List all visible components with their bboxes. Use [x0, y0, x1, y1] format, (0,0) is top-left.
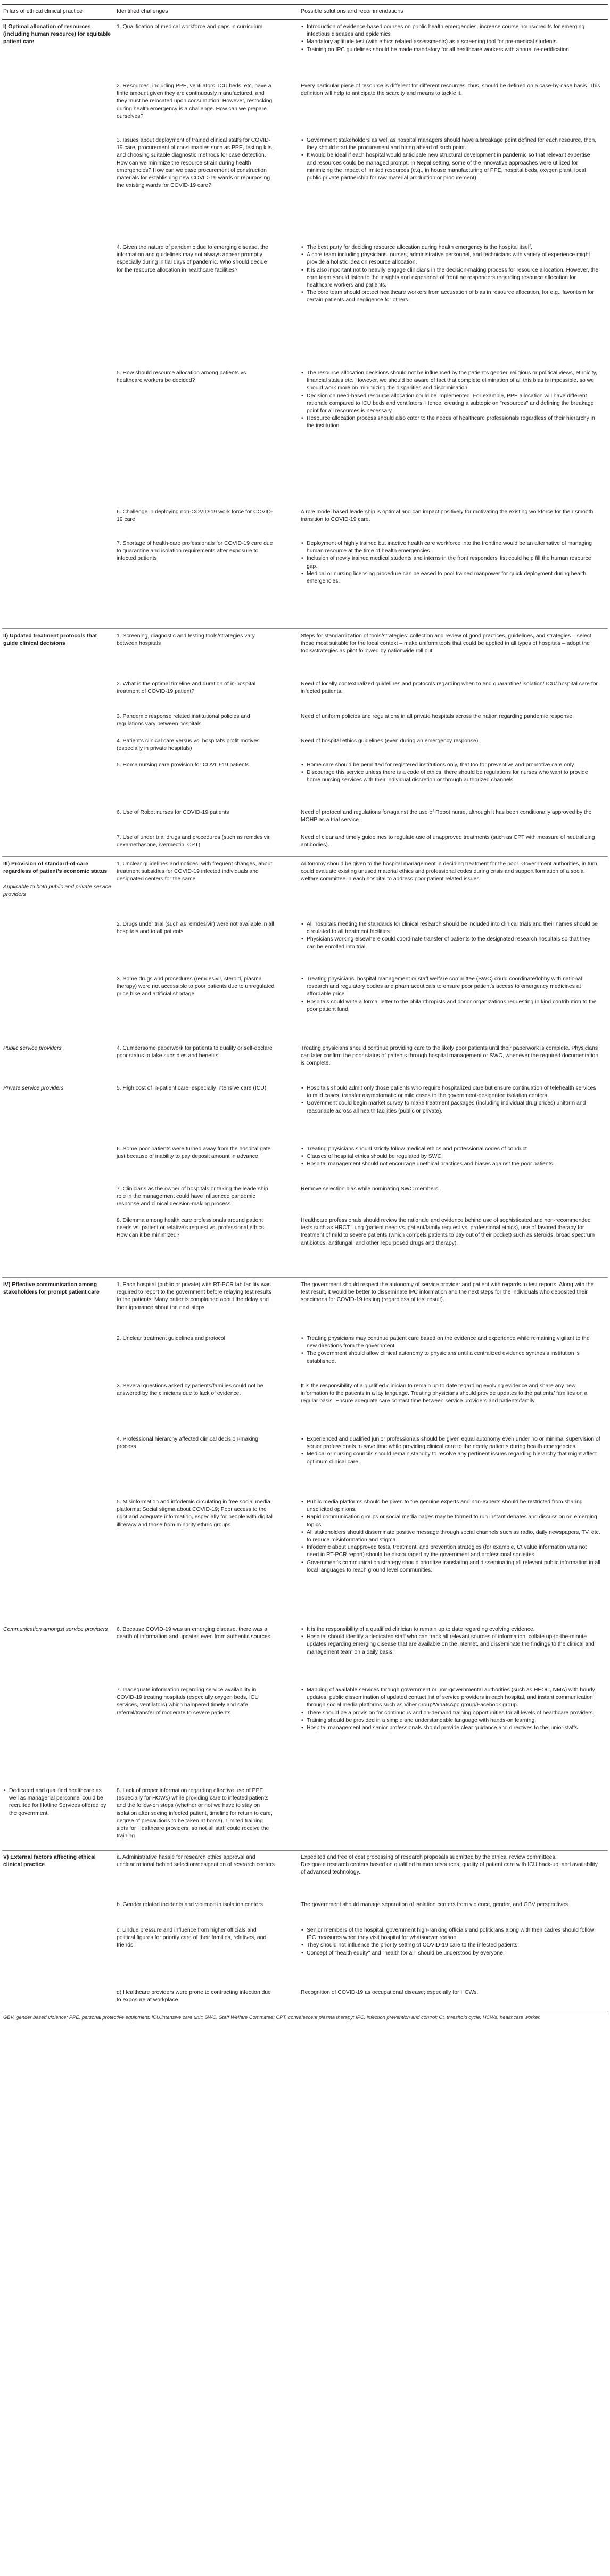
solution-item: • Treating physicians, hospital management or staff welfare committee (SWC) could coordinate/lobby with national research and regulatory bodies and pharmaceuticals to ensure poor patient's access to emergency medicines at affordable price. — [301, 976, 600, 999]
solution-item: • Training on IPC guidelines should be made mandatory for all healthcare workers with annual re-certification. — [301, 46, 600, 54]
solution-item: • Hospitals could write a formal letter to the philanthropists and donor organizations requesting in kind contribution to the poor patient fund. — [301, 999, 600, 1013]
solution-item: • It is also important not to heavily engage clinicians in the decision-making process for resource allocation. However, the core team should listen to the insights and experience of frontline responders regarding resource allocation for healthcare workers and patients. — [301, 267, 600, 290]
challenge-1-6: 6. Challenge in deploying non-COVID-19 work force for COVID-19 care — [117, 509, 273, 523]
section-rule — [2, 856, 608, 857]
header-challenges: Identified challenges — [117, 8, 168, 14]
challenge-4-4: 4. Professional hierarchy affected clinical decision-making process — [117, 1436, 259, 1450]
challenge-2-6: 6. Use of Robot nurses for COVID-19 patients — [117, 809, 229, 815]
solution-2-4: Need of hospital ethics guidelines (even during an emergency response). — [301, 738, 480, 744]
solution-1-7 — [301, 540, 600, 585]
solution-3-5 — [301, 1085, 600, 1115]
challenge-2-3: 3. Pandemic response related institutional policies and regulations vary between hospitals — [117, 714, 250, 727]
challenge-1-3: 3. Issues about deployment of trained clinical staffs for COVID-19 care, procurement of consumables such as PPE, testing kits, and choosing suitable diagnostic methods for case detection. How can we minimize the resource strain during health emergencies? How can we ease procurement of construction materials for establishing new COVID-19 wards or repurposing the existing wards for COVID-19 care? — [117, 137, 274, 189]
challenge-2-4: 4. Patient's clinical care versus vs. hospital's profit motives (especially in private hospitals) — [117, 738, 260, 752]
solution-item: • Decision on need-based resource allocation could be implemented. For example, PPE allocation will have different rationale compared to ICU beds and ventilators. Hence, creating a subtopic on "resources" and defining the breakage point for all resources is necessary. — [301, 392, 600, 415]
section-rule — [2, 628, 608, 629]
solution-4-6 — [301, 1626, 600, 1656]
solution-1-5 — [301, 370, 600, 430]
solution-item: • The government should allow clinical autonomy to physicians until a centralized evidence synthesis institution is established. — [301, 1350, 600, 1365]
solution-item: • Senior members of the hospital, government high-ranking officials and politicians along with their cadres should follow IPC measures when they visit hospital for whatsoever reason. — [301, 1927, 600, 1942]
table-top-rule — [2, 4, 608, 5]
challenge-4-2: 2. Unclear treatment guidelines and protocol — [117, 1336, 225, 1342]
solution-item: • Hospitals should admit only those patients who require hospitalized care but ensure continuation of telehealth services to mild cases, transfer asymptomatic or mild cases to the government-designated isolation centers. — [301, 1085, 600, 1100]
solution-4-4 — [301, 1436, 600, 1466]
challenge-4-1: 1. Each hospital (public or private) with RT-PCR lab facility was required to report to the government before relaying test results to the patients. Many patients complained about the delay and their ignorance about the next steps — [117, 1282, 272, 1311]
solution-item: • Training should be provided in a simple and understandable language with hands-on learning. — [301, 1717, 600, 1724]
solution-2-5 — [301, 762, 600, 784]
pillar-5: V) External factors affecting ethical clinical practice — [3, 1854, 96, 1868]
challenge-5-d: d) Healthcare providers were prone to contracting infection due to exposure at workplace — [117, 1990, 271, 2003]
solution-2-1: Steps for standardization of tools/strategies: collection and review of good practices, guidelines, and strategies – select those most suitable for the local context – make uniform tools that could be applied in all types of hospitals – adopt the tools/strategies as pilot followed by nationwide roll out. — [301, 633, 591, 655]
challenge-3-5: 5. High cost of in-patient care, especially intensive care (ICU) — [117, 1085, 267, 1091]
solution-item: • It would be ideal if each hospital would anticipate new structural development in pandemic so that relevant expertise and resources could be managed prompt. In Nepal setting, some of the innovative approaches were utilized for minimizing the impact of limited resources (e.g., in house manufacturing of PPE, hospital beds, oxygen plant; local public private partnership for raw material production or procurement). — [301, 152, 600, 182]
solution-item: • All stakeholders should disseminate positive message through social channels such as radio, daily newspapers, TV, etc. to reduce misinformation and stigma. — [301, 1529, 600, 1544]
challenge-5-b: b. Gender related incidents and violence in isolation centers — [117, 1902, 263, 1908]
solution-4-2 — [301, 1335, 600, 1365]
challenge-2-2: 2. What is the optimal timeline and duration of in-hospital treatment of COVID-19 patient? — [117, 681, 256, 695]
solution-item: • Experienced and qualified junior professionals should be given equal autonomy even under no or minimal supervision of senior professionals to save time while providing clinical care to the needy patients during health emergencies. — [301, 1436, 600, 1451]
solution-item: • The best party for deciding resource allocation during health emergency is the hospital itself. — [301, 244, 600, 251]
solution-item: • Hospital management should not encourage unethical practices and biases against the poor patients. — [301, 1160, 600, 1168]
solution-2-3: Need of uniform policies and regulations in all private hospitals across the nation regarding pandemic response. — [301, 714, 574, 719]
solution-item: • Treating physicians should strictly follow medical ethics and professional codes of conduct. — [301, 1146, 600, 1153]
solution-item: • It is the responsibility of a qualified clinician to remain up to date regarding evolving evidence. — [301, 1626, 600, 1633]
solution-2-2: Need of locally contextualized guidelines and protocols regarding when to end quarantine/ isolation/ ICU/ hospital care for infected patients. — [301, 681, 598, 695]
solution-1-1 — [301, 23, 600, 54]
solution-item: • Resource allocation process should also cater to the needs of healthcare professionals regardless of their hierarchy in the institution. — [301, 415, 600, 430]
solution-item: • Inclusion of newly trained medical students and interns in the front responders' list could help fill the human resource gap. — [301, 555, 600, 570]
challenge-1-5: 5. How should resource allocation among patients vs. healthcare workers be decided? — [117, 370, 248, 384]
solution-item: • Infodemic about unapproved tests, treatment, and prevention strategies (for example, Ct value information was not need in RT-PCR report) should be discouraged by the government and professional societies. — [301, 1544, 600, 1559]
solution-5-a: Expedited and free of cost processing of research proposals submitted by the ethical review committees. Designate research centers based on qualified human resources, quality of patient care with ICU back-up, and availability of advanced technology. — [301, 1854, 598, 1876]
solution-item: • Hospital should identify a dedicated staff who can track all relevant sources of information, collate up-to-the-minute updates regarding emerging disease that are available on the internet, and disseminate the findings to the clinical and management team on a daily basis. — [301, 1633, 600, 1656]
solution-3-7: Remove selection bias while nominating SWC members. — [301, 1186, 440, 1192]
pillar-2: II) Updated treatment protocols that guide clinical decisions — [3, 633, 97, 647]
challenge-3-2: 2. Drugs under trial (such as remdesivir) were not available in all hospitals and to all patients — [117, 921, 274, 935]
solution-item: • The core team should protect healthcare workers from accusation of bias in resource allocation, for e.g., favoritism for certain patients and negligence for others. — [301, 289, 600, 304]
solution-item: • They should not influence the priority setting of COVID-19 care to the infected patients. — [301, 1942, 600, 1949]
solution-3-1: Autonomy should be given to the hospital management in deciding treatment for the poor. Government authorities, in turn, could evaluate existing unused material ethics and professional codes during crisis and support formation of a social welfare committee in each hospital to address poor patient related issues. — [301, 861, 599, 882]
solution-item: • The resource allocation decisions should not be influenced by the patient's gender, religious or political views, ethnicity, financial status etc. However, we should be aware of fact that complete elimination of all this bias is impossible, so we should work more on minimizing the disparities and discrimination. — [301, 370, 600, 392]
challenge-1-4: 4. Given the nature of pandemic due to emerging disease, the information and guidelines may not always appear promptly especially during initial days of pandemic. Who should decide for the resource allocation in healthcare facilities? — [117, 244, 268, 273]
private-providers-label: Private service providers — [3, 1085, 64, 1091]
solution-3-6 — [301, 1146, 600, 1168]
solution-4-7 — [301, 1687, 600, 1732]
solution-4-1: The government should respect the autonomy of service provider and patient with regards to test reports. Along with the test result, it would be better to disseminate IPC information and the next steps for the individuals who deposited their specimens for COVID-19 testing (regardless of test result). — [301, 1282, 594, 1303]
challenge-4-6: 6. Because COVID-19 was an emerging disease, there was a dearth of information and updates even from authentic sources. — [117, 1626, 272, 1640]
solution-item: • Government's communication strategy should prioritize translating and disseminating all relevant public information in all local languages to reach ground level communities. — [301, 1559, 600, 1574]
solution-5-c — [301, 1927, 600, 1957]
solution-2-7: Need of clear and timely guidelines to regulate use of unapproved treatments (such as CPT with measure of neutralizing antibodies). — [301, 835, 595, 848]
challenge-3-6: 6. Some poor patients were turned away from the hospital gate just because of inability to pay deposit amount in advance — [117, 1146, 271, 1160]
solution-1-3 — [301, 137, 600, 182]
solution-item: • Mapping of available services through government or non-governmental authorities (such as HEOC, NMA) with hourly updates, public dissemination of updated contact list of service providers in each hospital, and instant communication through social media platforms such as Viber group/WhatsApp group/Facebook group. — [301, 1687, 600, 1710]
solution-1-2: Every particular piece of resource is different for different resources, thus, should be defined on a case-by-case basis. This definition will help to anticipate the scarcity and means to tackle it. — [301, 83, 600, 97]
solution-4-3: It is the responsibility of a qualified clinician to remain up to date regarding evolving evidence and share any new information to the patients in a lay language. Treating physicians should provide updates to the patients/ families on a regular basis. Ensure adequate care contact time between service providers and patients/family. — [301, 1383, 588, 1404]
pillar-3-subtitle: Applicable to both public and private service providers — [3, 884, 111, 898]
solution-item: • Public media platforms should be given to the genuine experts and non-experts should be restricted from sharing unsolicited opinions. — [301, 1499, 600, 1514]
pillar-1: I) Optimal allocation of resources (including human resource) for equitable patient care — [3, 24, 111, 45]
solution-item: • Deployment of highly trained but inactive health care workforce into the frontline would be an alternative of managing human resource at the time of health emergencies. — [301, 540, 600, 555]
solution-item: • Medical or nursing councils should remain standby to resolve any pertinent issues regarding hierarchy that might affect optimum clinical care. — [301, 1451, 600, 1466]
solution-5-b: The government should manage separation of isolation centers from violence, gender, and GBV perspectives. — [301, 1902, 570, 1908]
solution-item: • Discourage this service unless there is a code of ethics; there should be regulations for nurses who want to provide home nursing services with their individual discretion or through authorized channels. — [301, 769, 600, 784]
note-item: • Dedicated and qualified healthcare as well as managerial personnel could be recruited for Hotline Services offered by the government. — [3, 1787, 112, 1818]
pillar-3: III) Provision of standard-of-care regardless of patient's economic status — [3, 861, 108, 875]
solution-3-4: Treating physicians should continue providing care to the likely poor patients until their paperwork is complete. Physicians can later confirm the poor status of patients through hospital management or SWC, whenever the required documentation is complete. — [301, 1045, 599, 1067]
solution-4-5 — [301, 1499, 600, 1574]
header-rule — [2, 19, 608, 20]
section-rule — [2, 1277, 608, 1278]
solution-item: • Introduction of evidence-based courses on public health emergencies, increase course hours/credits for emerging infectious diseases and epidemics — [301, 23, 600, 38]
challenge-2-5: 5. Home nursing care provision for COVID-19 patients — [117, 762, 249, 768]
solution-item: • Treating physicians may continue patient care based on the evidence and experience while remaining vigilant to the new directions from the government. — [301, 1335, 600, 1350]
public-providers-label: Public service providers — [3, 1045, 62, 1051]
solution-item: • Clauses of hospital ethics should be regulated by SWC. — [301, 1153, 600, 1160]
challenge-2-1: 1. Screening, diagnostic and testing tools/strategies vary between hospitals — [117, 633, 255, 647]
challenge-2-7: 7. Use of under trial drugs and procedures (such as remdesivir, dexamethasone, ivermectin, CPT) — [117, 835, 271, 848]
communication-providers-label: Communication amongst service providers — [3, 1626, 108, 1632]
solution-3-2 — [301, 921, 600, 951]
challenge-3-7: 7. Clinicians as the owner of hospitals or taking the leadership role in the management could have influenced pandemic response and clinical decision-making process — [117, 1186, 268, 1207]
solution-1-4 — [301, 244, 600, 305]
challenge-4-7: 7. Inadequate information regarding service availability in COVID-19 treating hospitals (especially oxygen beds, ICU services, ventilators) which hampered timely and safe referral/transfer of moderate to severe patients — [117, 1687, 259, 1716]
table-footnote: GBV, gender based violence; PPE, personal protective equipment; ICU,intensive care unit; SWC, Staff Welfare Committee; CPT, convalescent plasma therapy; IPC, infection prevention and control; Ct, threshold cycle; HCWs, healthcare worker. — [3, 2014, 541, 2020]
solution-3-8: Healthcare professionals should review the rationale and evidence behind use of sophisticated and non-recommended tests such as HRCT Lung (patient need vs. patient/family request vs. professional ethics), use of favored therapy for treatment of mild to severe patients (which compels patients to pay out of their pocket) such as steroids, broad spectrum antibiotics, antifungal, and other repurposed drugs and therapy). — [301, 1217, 595, 1246]
challenge-3-8: 8. Dilemma among health care professionals around patient needs vs. patient or relative's request vs. professional ethics. How can it be minimized? — [117, 1217, 266, 1239]
pillar-4: IV) Effective communication among stakeholders for prompt patient care — [3, 1282, 100, 1296]
solution-item: • Mandatory aptitude test (with ethics related assessments) as a screening tool for pre-medical students — [301, 38, 600, 46]
solution-5-d: Recognition of COVID-19 as occupational disease; especially for HCWs. — [301, 1990, 479, 1996]
solution-item: • Home care should be permitted for registered institutions only, that too for preventive and promotive care only. — [301, 762, 600, 769]
challenge-4-3: 3. Several questions asked by patients/families could not be answered by the clinicians due to lack of evidence. — [117, 1383, 263, 1397]
challenge-1-7: 7. Shortage of health-care professionals for COVID-19 care due to quarantine and isolation requirements after exposure to infected patients — [117, 541, 273, 562]
challenge-3-1: 1. Unclear guidelines and notices, with frequent changes, about treatment subsidies for COVID-19 infected individuals and designated centers for the same — [117, 861, 273, 882]
solution-item: • Concept of "health equity" and "health for all" should be understood by everyone. — [301, 1950, 600, 1957]
solution-1-6: A role model based leadership is optimal and can impact positively for motivating the existing workforce for their smooth transition to COVID-19 care. — [301, 509, 593, 523]
solution-item: • Government stakeholders as well as hospital managers should have a breakage point defined for each resource, then, they should start the procurement and hiring ahead of such point. — [301, 137, 600, 152]
challenge-3-3: 3. Some drugs and procedures (remdesivir, steroid, plasma therapy) were not accessible to poor patients due to unregulated price hike and artificial shortage — [117, 976, 275, 997]
solution-3-3 — [301, 976, 600, 1013]
challenge-3-4: 4. Cumbersome paperwork for patients to qualify or self-declare poor status to take subsidies and benefits — [117, 1045, 273, 1059]
header-pillars: Pillars of ethical clinical practice — [3, 8, 83, 14]
solution-item: • There should be a provision for continuous and on-demand training opportunities for all levels of healthcare providers. — [301, 1710, 600, 1717]
dedicated-personnel-note — [3, 1787, 112, 1818]
solution-item: • Physicians working elsewhere could coordinate transfer of patients to the designated research hospitals so that they can be enrolled into trial. — [301, 936, 600, 951]
solution-item: • Rapid communication groups or social media pages may be formed to run instant debates and discussion on emerging topics. — [301, 1514, 600, 1528]
solution-item: • A core team including physicians, nurses, administrative personnel, and technicians with variety of experience might provide a holistic idea on resource allocation. — [301, 251, 600, 266]
challenge-1-2: 2. Resources, including PPE, ventilators, ICU beds, etc, have a finite amount given they are continuously manufactured, and they must be relocated upon consumption. However, restocking during health emergency is a challenge. How can we prepare ourselves? — [117, 83, 273, 119]
solution-2-6: Need of protocol and regulations for/against the use of Robot nurse, although it has been conditionally approved by the MOHP as a trial service. — [301, 809, 592, 823]
solution-item: • Government could begin market survey to make treatment packages (including individual drug prices) uniform and reasonable across all health facilities (public or private). — [301, 1100, 600, 1115]
challenge-1-1: 1. Qualification of medical workforce and gaps in curriculum — [117, 24, 263, 30]
challenge-4-8: 8. Lack of proper information regarding effective use of PPE (especially for HCWs) while providing care to infected patients and the follow-on steps (whether or not we have to stay on isolation after seeing infected patient, timeline for return to care, degree of precautions to be taken at home). Limited training slots for Healthcare providers, so not all staff could receive the training — [117, 1788, 273, 1839]
header-solutions: Possible solutions and recommendations — [301, 8, 403, 14]
challenge-4-5: 5. Misinformation and infodemic circulating in free social media platforms; Social stigma about COVID-19; Poor access to the right and adequate information, especially for people with digital illiteracy and those from minority ethnic groups — [117, 1499, 273, 1528]
section-rule — [2, 1850, 608, 1851]
solution-item: • Hospital management and senior professionals should provide clear guidance and directives to the junior staffs. — [301, 1724, 600, 1732]
challenge-5-c: c. Undue pressure and influence from higher officials and political figures for priority care of their families, relatives, and friends — [117, 1927, 267, 1949]
challenge-5-a: a. Administrative hassle for research ethics approval and unclear rational behind selection/designation of research centers — [117, 1854, 275, 1868]
solution-item: • Medical or nursing licensing procedure can be eased to pool trained manpower for quick deployment during health emergencies. — [301, 570, 600, 585]
solution-item: • All hospitals meeting the standards for clinical research should be included into clinical trials and their names should be circulated to all treatment facilities. — [301, 921, 600, 936]
